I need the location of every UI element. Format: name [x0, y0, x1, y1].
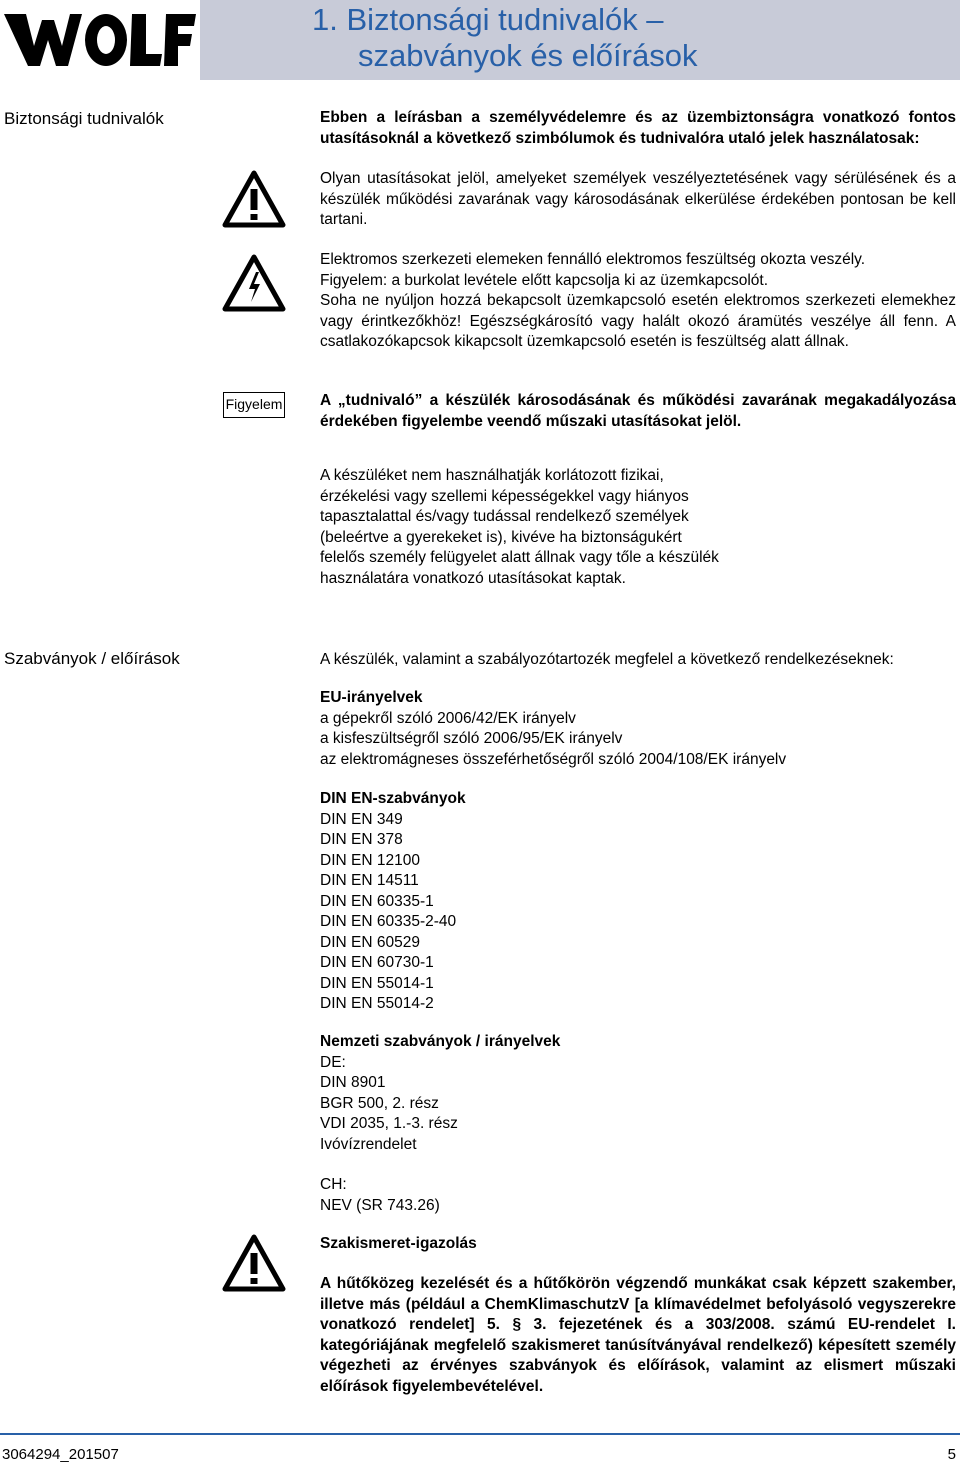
doc-number: 3064294_201507 — [2, 1446, 119, 1463]
din-item: DIN EN 60529 — [320, 933, 420, 951]
warning-triangle-icon — [222, 170, 286, 228]
electric-line-3: Soha ne nyúljon hozzá bekapcsolt üzemkapcsoló esetén elektromos szerkezeti elemekhez vagy érintkezőkhöz! Egészségkárosító vagy halált okozó áramütés veszélye áll fenn. A csatlakozókapcsok kikapcsolt üzemkapcsoló esetén is feszültség alatt állnak. — [320, 292, 956, 350]
eu-heading: EU-irányelvek — [320, 689, 423, 706]
electric-warning-text — [320, 250, 956, 353]
usage-line: A készüléket nem használhatják korlátozott fizikai, — [320, 467, 664, 484]
national-standards — [320, 1032, 956, 1216]
din-item: DIN EN 55014-2 — [320, 995, 434, 1012]
eu-item: az elektromágneses összeférhetőségről szóló 2004/108/EK irányelv — [320, 750, 787, 768]
section-label-standards: Szabványok / előírások — [4, 649, 180, 668]
figyelem-text: A „tudnivaló” a készülék károsodásának és működési zavarának megakadályozása érdekében figyelembe veendő műszaki utasításokat jelöl. — [320, 392, 956, 430]
de-label: DE: — [320, 1053, 346, 1071]
competence-text: A hűtőközeg kezelését és a hűtőkörön végzendő munkákat csak képzett szakember, illetve más (például a ChemKlimaschutzV [a klímavédelmet befolyásoló vegyszerekre vonatkozó rendelet] 5. § 3. fejezetének és a 303/2008. számú EU-rendelet I. kategóriájának megfelelő szakismeret tanúsítványával rendelkező) képesített személy végezheti az érvényes szabványok és előírások, valamint az elismert műszaki előírások figyelembevételével. — [320, 1275, 956, 1395]
din-standards — [320, 789, 956, 1015]
warning-triangle-icon — [222, 1234, 286, 1292]
usage-line: (beleértve a gyerekeket is), kivéve ha biztonságukért — [320, 528, 682, 546]
usage-line: használatára vonatkozó utasításokat kaptak. — [320, 569, 626, 587]
title-line-1: 1. Biztonsági tudnivalók – — [312, 2, 664, 37]
footer-divider — [0, 1433, 960, 1435]
din-item: DIN EN 349 — [320, 810, 403, 828]
usage-restriction-text — [320, 466, 956, 589]
din-item: DIN EN 60730-1 — [320, 954, 434, 971]
eu-directives — [320, 688, 956, 770]
de-item: Ivóvízrendelet — [320, 1135, 417, 1153]
section-label-safety: Biztonsági tudnivalók — [4, 109, 164, 128]
eu-item: a gépekről szóló 2006/42/EK irányelv — [320, 709, 576, 727]
page-header — [0, 0, 960, 80]
electric-hazard-icon — [222, 254, 286, 312]
usage-line: felelős személy felügyelet alatt állnak vagy tőle a készülék — [320, 549, 719, 566]
de-item: BGR 500, 2. rész — [320, 1094, 439, 1112]
electric-line-1: Elektromos szerkezeti elemeken fennálló elektromos feszültség okozta veszély. — [320, 251, 866, 268]
competence-heading: Szakismeret-igazolás — [320, 1235, 477, 1252]
usage-line: tapasztalattal és/vagy tudással rendelkező személyek — [320, 508, 689, 525]
ch-item: NEV (SR 743.26) — [320, 1196, 440, 1214]
din-heading: DIN EN-szabványok — [320, 790, 466, 807]
page-title — [312, 2, 952, 74]
national-heading: Nemzeti szabványok / irányelvek — [320, 1033, 561, 1050]
wolf-logo — [0, 0, 200, 80]
din-item: DIN EN 12100 — [320, 851, 420, 869]
din-item: DIN EN 378 — [320, 831, 403, 848]
de-item: VDI 2035, 1.-3. rész — [320, 1115, 458, 1132]
warning-text: Olyan utasításokat jelöl, amelyeket személyek veszélyeztetésének vagy sérülésének és a készülék működési zavarának vagy károsodásának elkerülése érdekében pontosan be kell tartani. — [320, 170, 956, 228]
usage-line: érzékelési vagy szellemi képességekkel vagy hiányos — [320, 487, 689, 505]
page-number: 5 — [947, 1446, 956, 1463]
safety-intro: Ebben a leírásban a személyvédelemre és az üzembiztonságra vonatkozó fontos utasításoknál a következő szimbólumok és tudnivalóra utaló jelek használatosak: — [320, 109, 956, 147]
eu-item: a kisfeszültségről szóló 2006/95/EK irányelv — [320, 730, 623, 747]
din-item: DIN EN 55014-1 — [320, 974, 434, 992]
standards-intro: A készülék, valamint a szabályozótartozék megfelel a következő rendelkezéseknek: — [320, 651, 894, 668]
ch-label: CH: — [320, 1176, 347, 1193]
din-item: DIN EN 60335-2-40 — [320, 913, 457, 930]
electric-line-2: Figyelem: a burkolat levétele előtt kapcsolja ki az üzemkapcsolót. — [320, 271, 768, 289]
de-item: DIN 8901 — [320, 1074, 386, 1091]
title-line-2: szabványok és előírások — [358, 38, 698, 73]
wolf-logo-icon — [0, 0, 200, 80]
figyelem-badge: Figyelem — [223, 392, 285, 418]
din-item: DIN EN 60335-1 — [320, 892, 434, 910]
din-item: DIN EN 14511 — [320, 872, 419, 889]
